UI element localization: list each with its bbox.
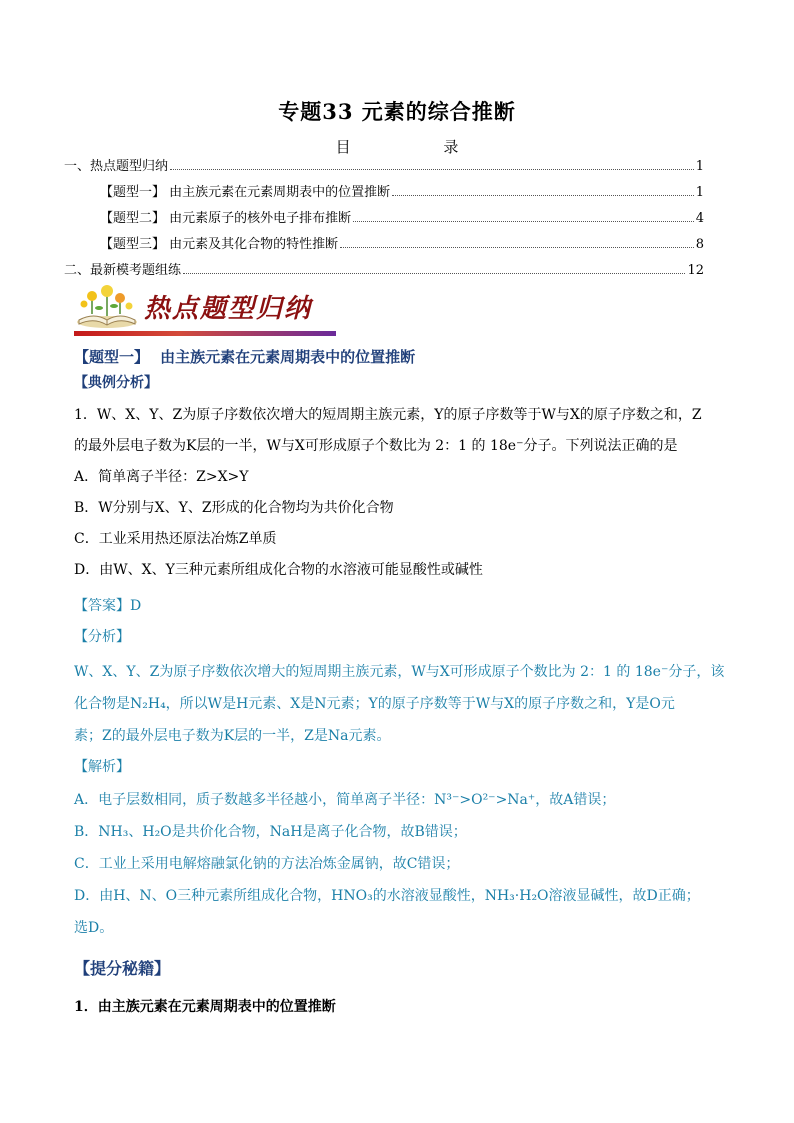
toc-leader [170, 169, 694, 170]
toc-item[interactable] [64, 234, 704, 252]
toc-item-label: 【题型二】 由元素原子的核外电子排布推断 [100, 211, 352, 226]
toc-item-page: 1 [695, 185, 704, 200]
explanation-line: C．工业上采用电解熔融氯化钠的方法冶炼金属钠，故C错误； [74, 856, 460, 872]
explanation-line: A．电子层数相同，质子数越多半径越小，简单离子半径：N³⁻>O²⁻>Na⁺，故A错误； [74, 792, 616, 808]
toc-item-page: 8 [695, 237, 704, 252]
analysis-label: 【分析】 [74, 629, 130, 645]
toc-leader [340, 247, 694, 248]
toc-heading-right: 录 [443, 138, 459, 156]
explanation-text [74, 784, 734, 944]
toc-item-label: 二、最新模考题组练 [64, 263, 182, 278]
analysis-line: 素；Z的最外层电子数为K层的一半，Z是Na元素。 [74, 728, 391, 744]
page-title: 专题33 元素的综合推断 [278, 99, 516, 124]
table-of-contents [64, 156, 704, 278]
answer-line [74, 591, 141, 622]
explanation-line: B．NH₃、H₂O是共价化合物，NaH是离子化合物，故B错误； [74, 824, 467, 840]
toc-item[interactable] [64, 260, 704, 278]
answer-label: 【答案】 [74, 598, 130, 614]
section-title: 由主族元素在元素周期表中的位置推断 [160, 348, 416, 366]
answer-value: D [130, 598, 142, 614]
section-tag: 【题型一】 [74, 348, 150, 366]
explanation-line: D．由H、N、O三种元素所组成化合物，HNO₃的水溶液显酸性，NH₃·H₂O溶液显碱性，故D正确； [74, 888, 700, 904]
toc-item[interactable] [64, 156, 704, 174]
analysis-line: 化合物是N₂H₄，所以W是H元素、X是N元素；Y的原子序数等于W与X的原子序数之和，Y是O元 [74, 696, 675, 712]
section-banner [74, 284, 336, 336]
option-b: B．W分别与X、Y、Z形成的化合物均为共价化合物 [74, 500, 394, 516]
toc-heading [0, 136, 794, 157]
explanation-line: 选D。 [74, 920, 114, 936]
toc-item-label: 【题型三】 由元素及其化合物的特性推断 [100, 237, 339, 252]
toc-item-page: 12 [687, 263, 704, 278]
toc-leader [183, 273, 685, 274]
option-a: A．简单离子半径：Z>X>Y [74, 469, 249, 485]
option-d: D．由W、X、Y三种元素所组成化合物的水溶液可能显酸性或碱性 [74, 562, 483, 578]
toc-item-label: 一、热点题型归纳 [64, 159, 169, 174]
example-label: 【典例分析】 [74, 375, 158, 391]
tips-label: 【提分秘籍】 [74, 959, 171, 978]
analysis-line: W、X、Y、Z为原子序数依次增大的短周期主族元素，W与X可形成原子个数比为 2：1 的 18e⁻分子，该 [74, 664, 725, 680]
explanation-label: 【解析】 [74, 759, 130, 775]
tips-item: 1．由主族元素在元素周期表中的位置推断 [74, 999, 336, 1015]
banner-title: 热点题型归纳 [144, 294, 313, 324]
option-c: C．工业采用热还原法冶炼Z单质 [74, 531, 277, 547]
toc-item[interactable] [64, 208, 704, 226]
toc-item-page: 4 [695, 211, 704, 226]
question-stem-line: 1．W、X、Y、Z为原子序数依次增大的短周期主族元素，Y的原子序数等于W与X的原子序数之和，Z [74, 407, 702, 423]
section-heading [74, 346, 415, 367]
toc-item[interactable] [64, 182, 704, 200]
analysis-text [74, 656, 734, 752]
question-block [74, 400, 734, 586]
toc-leader [392, 195, 694, 196]
toc-item-label: 【题型一】 由主族元素在元素周期表中的位置推断 [100, 185, 391, 200]
book-flowers-icon [74, 284, 140, 330]
question-stem-line: 的最外层电子数为K层的一半，W与X可形成原子个数比为 2：1 的 18e⁻分子。下列说法正确的是 [74, 438, 678, 454]
toc-leader [353, 221, 694, 222]
banner-underline [74, 331, 336, 336]
toc-item-page: 1 [695, 159, 704, 174]
toc-heading-left: 目 [335, 138, 351, 156]
